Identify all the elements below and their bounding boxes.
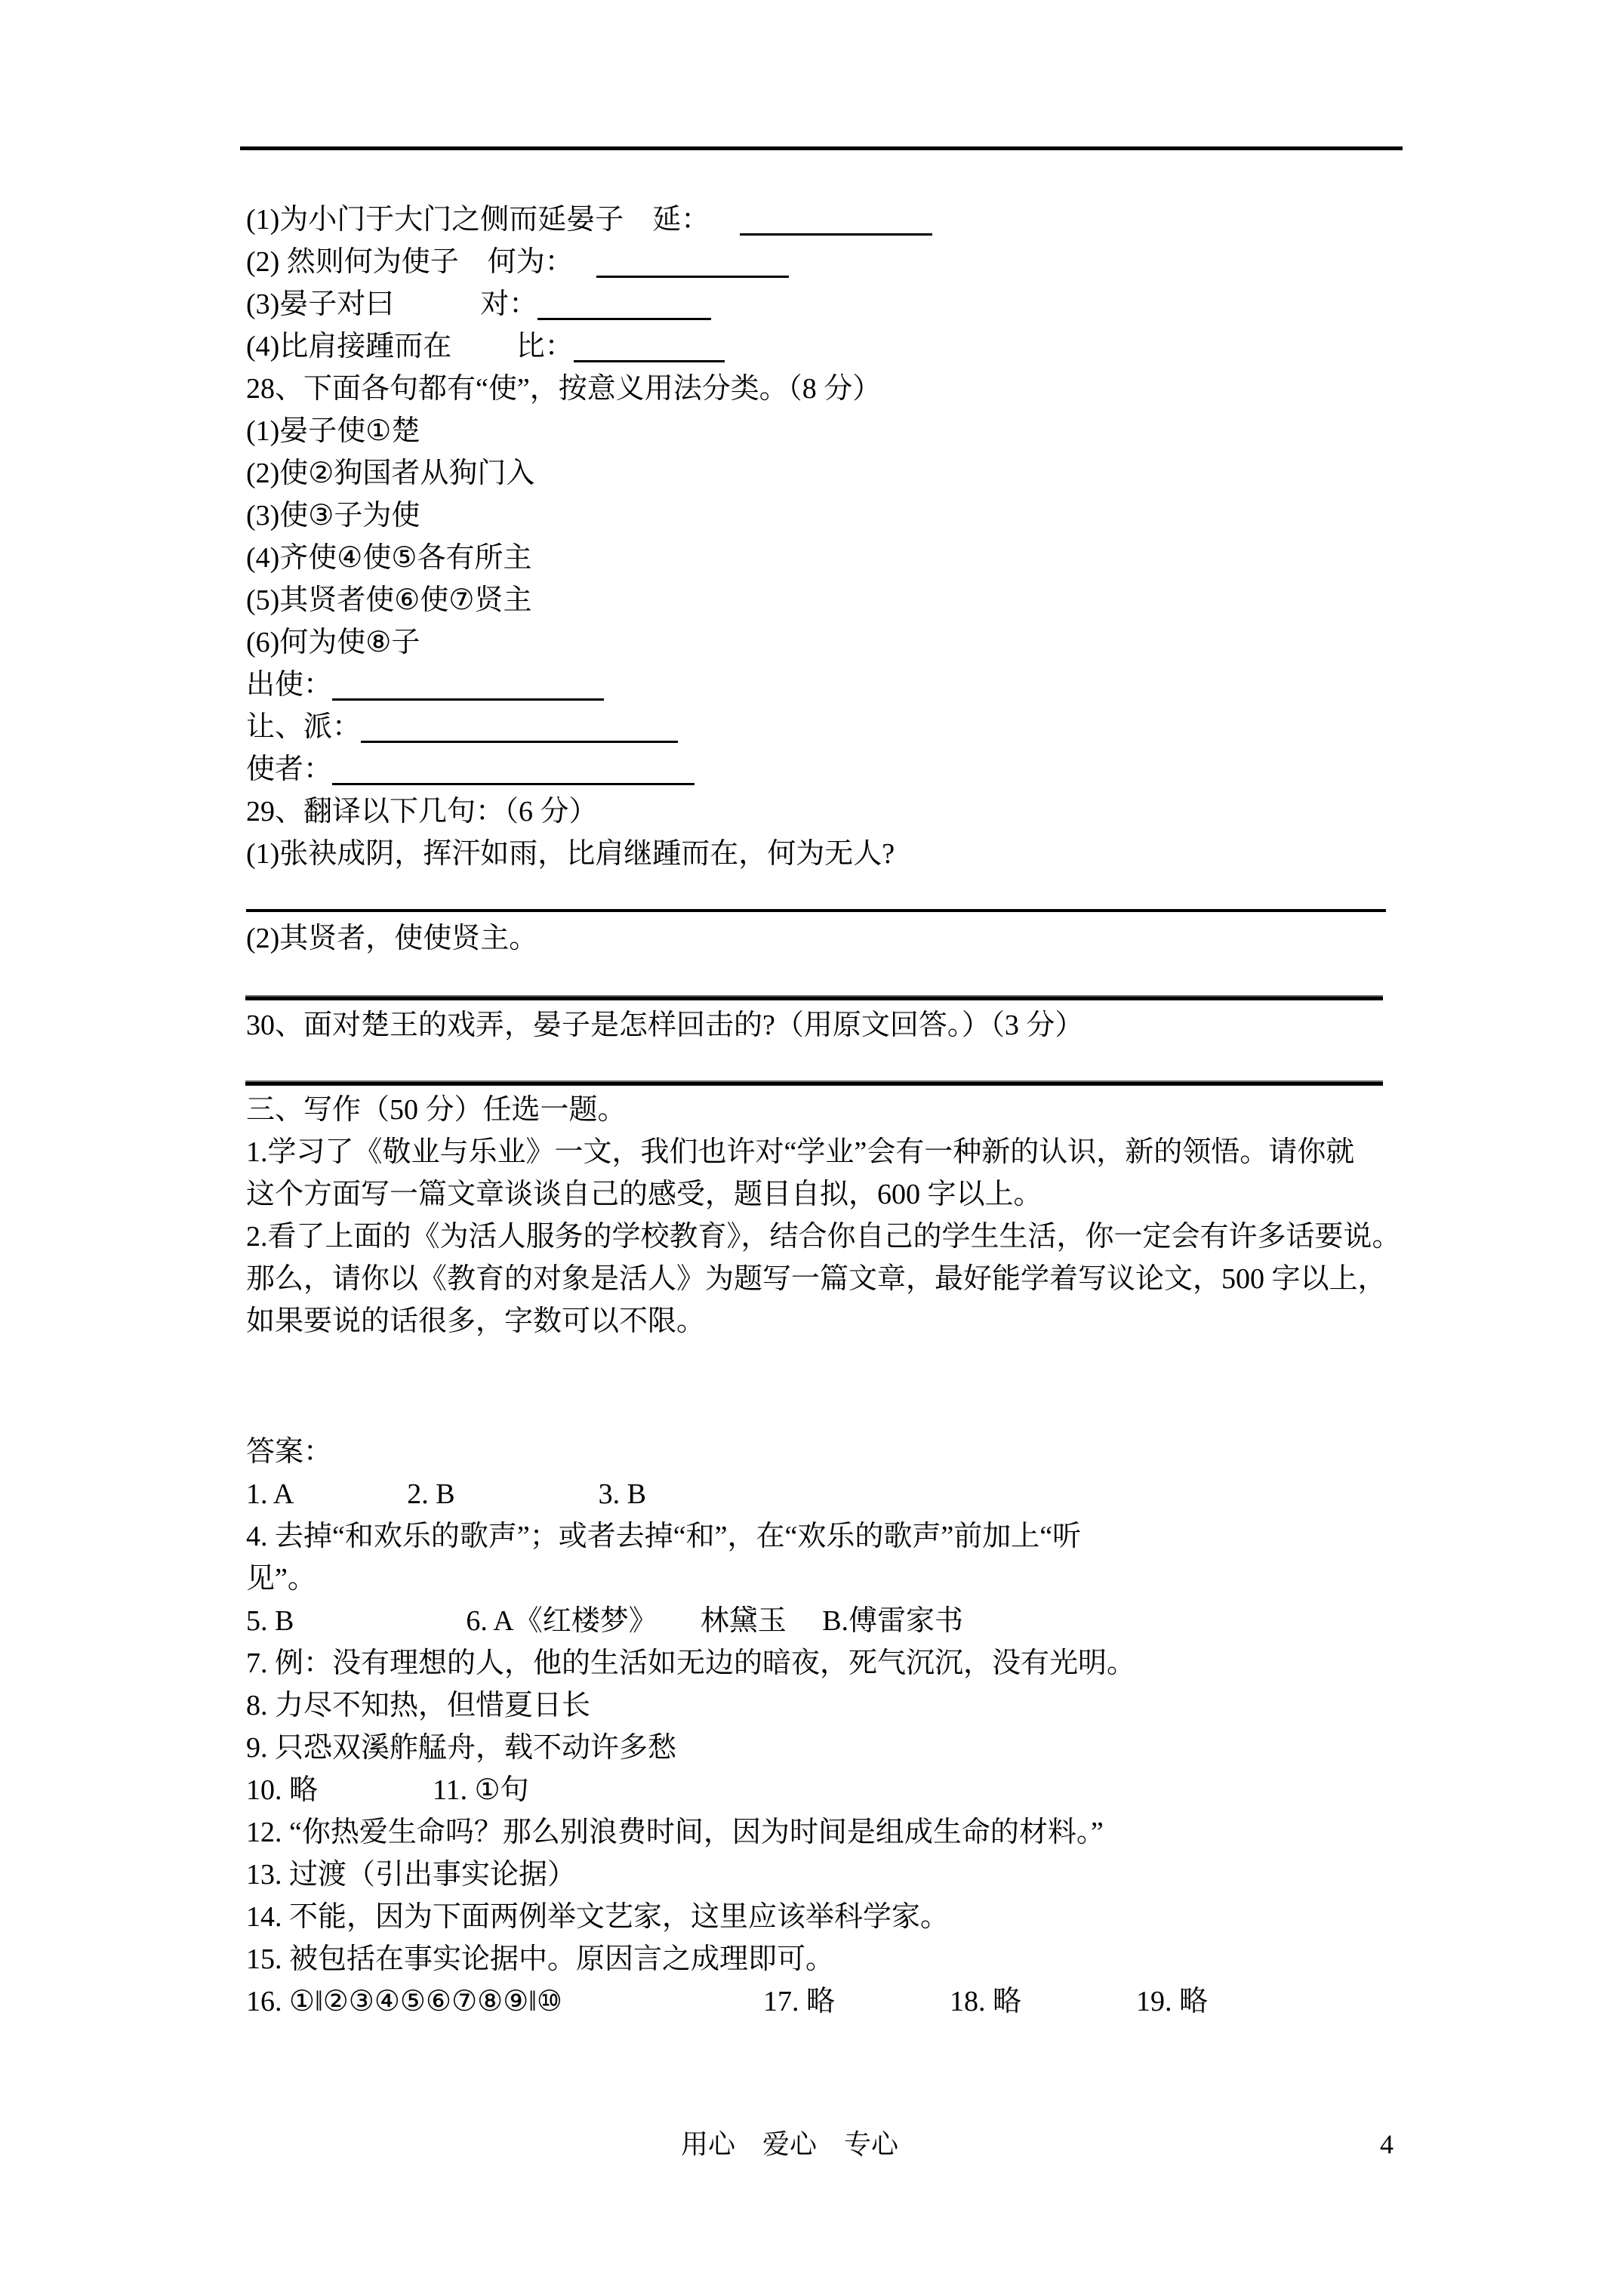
question-text: (2)其贤者，使使贤主。 (246, 923, 538, 954)
writing-prompt-line (246, 1300, 1424, 1342)
prompt-text: 这个方面写一篇文章谈谈自己的感受，题目自拟，600 字以上。 (246, 1179, 1042, 1210)
question-text: (1)晏子使①楚 (246, 415, 420, 447)
fill-in-section (246, 199, 1424, 960)
writing-prompt-line (246, 1216, 1424, 1258)
answer-text: 12. “你热爱生命吗？那么别浪费时间，因为时间是组成生命的材料。” (246, 1817, 1104, 1848)
answer-blank (740, 233, 932, 236)
answer-text: 13. 过渡（引出事实论据） (246, 1859, 577, 1891)
question-line (246, 833, 1424, 875)
answer-text: 1. A 2. B 3. B (246, 1478, 646, 1510)
question-line (246, 1004, 1424, 1046)
question-text: (3)使③子为使 (246, 500, 420, 532)
question-text: (3)晏子对曰 对： (246, 288, 538, 320)
footer-motto: 用心 爱心 专心 (680, 2129, 898, 2159)
question-text: 30、面对楚王的戏弄，晏子是怎样回击的?（用原文回答。）（3 分） (246, 1009, 1084, 1041)
question-line (246, 621, 1424, 664)
answer-blank (332, 783, 694, 785)
question-line (246, 664, 1424, 706)
answer-text: 7. 例：没有理想的人，他的生活如无边的暗夜，死气沉沉，没有光明。 (246, 1647, 1136, 1679)
answer-line (246, 1727, 1424, 1769)
question-line (246, 452, 1424, 495)
question-line (246, 537, 1424, 579)
answer-blank (332, 698, 604, 701)
question-text: (6)何为使⑧子 (246, 627, 420, 658)
answer-blank (537, 318, 711, 320)
answer-line (246, 1600, 1424, 1642)
answer-line (246, 1854, 1424, 1896)
answers-header (246, 1431, 1424, 1473)
answer-blank (574, 360, 725, 362)
question-text: 28、下面各句都有“使”，按意义用法分类。（8 分） (246, 373, 882, 405)
question-line (246, 706, 1424, 748)
question-30-section (246, 1004, 1424, 1046)
question-line (246, 368, 1424, 410)
question-line (246, 791, 1424, 833)
question-text: 让、派： (246, 711, 362, 743)
answer-separator-rule (245, 1080, 1383, 1086)
page-number: 4 (1380, 2129, 1394, 2159)
answer-text: 14. 不能，因为下面两例举文艺家，这里应该举科学家。 (246, 1901, 950, 1933)
answer-text: 16. ①‖②③④⑤⑥⑦⑧⑨‖⑩ 17. 略 18. 略 19. 略 (246, 1986, 1209, 2017)
writing-section (246, 1089, 1424, 1342)
answer-line (246, 1769, 1424, 1811)
question-line (246, 410, 1424, 452)
question-line (246, 917, 1424, 960)
question-line (246, 325, 1424, 368)
section-heading-text: 三、写作（50 分）任选一题。 (246, 1094, 627, 1126)
writing-prompt-line (246, 1131, 1424, 1173)
question-line (246, 283, 1424, 325)
question-line (246, 495, 1424, 537)
writing-prompt-line (246, 1258, 1424, 1300)
question-line (246, 241, 1424, 283)
answer-text: 见”。 (246, 1563, 316, 1595)
question-line (246, 748, 1424, 791)
answers-section (246, 1431, 1424, 2023)
answer-blank (596, 276, 789, 278)
answer-line (246, 1642, 1424, 1684)
answer-text: 5. B 6. A《红楼梦》 林黛玉 B.傅雷家书 (246, 1605, 964, 1637)
question-text: 出使： (246, 669, 333, 701)
answer-blank (361, 741, 678, 743)
question-text: (2) 然则何为使子 何为： (246, 246, 574, 278)
answer-separator-rule (245, 995, 1383, 1000)
header-rule (240, 146, 1403, 150)
answer-line (246, 1980, 1424, 2023)
question-text: 29、翻译以下几句：（6 分） (246, 796, 598, 827)
question-text: 使者： (246, 754, 333, 785)
answer-line (246, 1684, 1424, 1727)
answer-text: 10. 略 11. ①句 (246, 1774, 529, 1806)
question-text: (1)为小门于大门之侧而延晏子 延： (246, 204, 710, 236)
prompt-text: 如果要说的话很多，字数可以不限。 (246, 1305, 706, 1337)
answer-text: 9. 只恐双溪舴艋舟，载不动许多愁 (246, 1732, 677, 1764)
section-heading (246, 1089, 1424, 1131)
answer-line (246, 1515, 1424, 1558)
writing-prompt-line (246, 1173, 1424, 1216)
prompt-text: 2.看了上面的《为活人服务的学校教育》，结合你自己的学生生活，你一定会有许多话要说。 (246, 1221, 1401, 1253)
question-text: (1)张袂成阴，挥汗如雨，比肩继踵而在，何为无人? (246, 838, 895, 870)
answer-text: 15. 被包括在事实论据中。原因言之成理即可。 (246, 1943, 835, 1975)
answer-text: 8. 力尽不知热，但惜夏日长 (246, 1690, 591, 1721)
answer-line (246, 1558, 1424, 1600)
question-text: (4)比肩接踵而在 比： (246, 331, 574, 362)
answer-line (246, 1473, 1424, 1515)
question-text: (5)其贤者使⑥使⑦贤主 (246, 584, 532, 616)
answer-write-line (246, 875, 1424, 917)
question-line (246, 199, 1424, 241)
question-line (246, 579, 1424, 621)
answers-header-text: 答案： (246, 1436, 333, 1468)
answer-text: 4. 去掉“和欢乐的歌声”；或者去掉“和”，在“欢乐的歌声”前加上“听 (246, 1521, 1082, 1552)
answer-blank-full (246, 909, 1386, 912)
question-text: (4)齐使④使⑤各有所主 (246, 542, 532, 574)
prompt-text: 那么，请你以《教育的对象是活人》为题写一篇文章，最好能学着写议论文，500 字以上， (246, 1263, 1387, 1295)
prompt-text: 1.学习了《敬业与乐业》一文，我们也许对“学业”会有一种新的认识，新的领悟。请你就 (246, 1136, 1355, 1168)
answer-line (246, 1896, 1424, 1938)
answer-line (246, 1811, 1424, 1854)
answer-line (246, 1938, 1424, 1980)
question-text: (2)使②狗国者从狗门入 (246, 458, 535, 489)
